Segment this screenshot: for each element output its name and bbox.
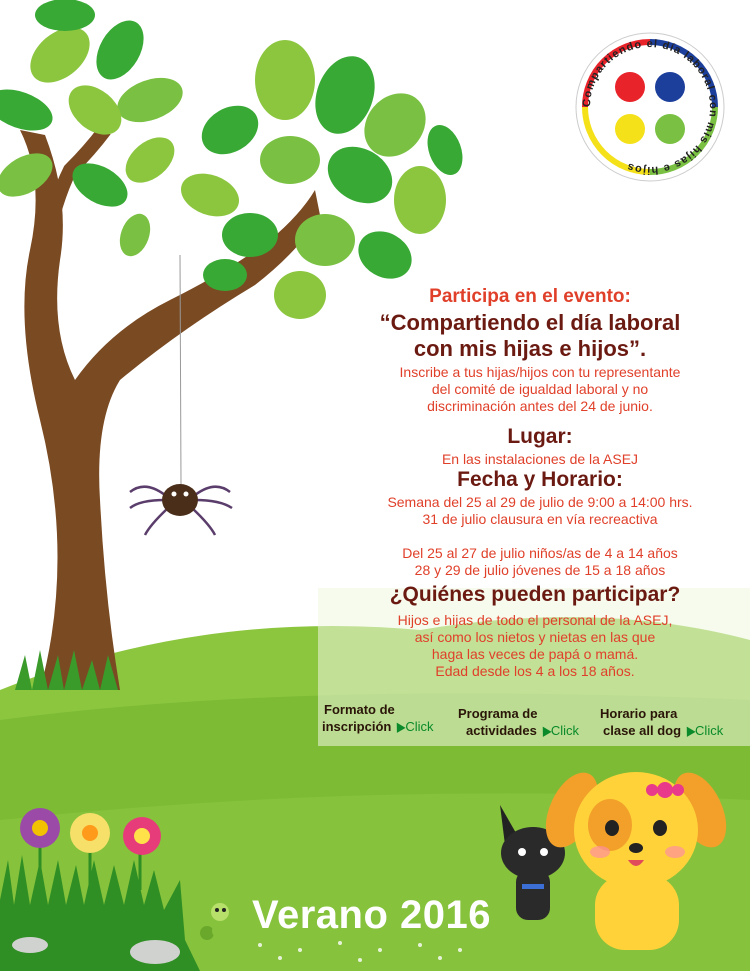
- dog-class-schedule-click[interactable]: Click: [695, 723, 724, 738]
- ages-line2: 28 y 29 de julio jóvenes de 15 a 18 años: [414, 562, 666, 578]
- registration-form-label1: Formato de: [324, 702, 395, 717]
- registration-form-label2: inscripción: [322, 719, 392, 734]
- tree-trunk: [20, 130, 320, 690]
- activities-program-label1: Programa de: [458, 706, 538, 721]
- event-logo: [573, 30, 727, 184]
- register-note: [340, 364, 740, 415]
- flowers: [20, 808, 161, 890]
- register-line1: Inscribe a tus hijas/hijos con tu representante: [399, 364, 681, 380]
- register-line3: discriminación antes del 24 de junio.: [427, 398, 653, 414]
- dog-class-schedule-label1: Horario para: [600, 706, 678, 721]
- participants-text: [330, 612, 740, 680]
- summer-title: Verano 2016: [252, 893, 491, 937]
- logo-blue-dot: [655, 72, 685, 102]
- schedule-line2: 31 de julio clausura en vía recreactiva: [422, 511, 658, 527]
- logo-red-dot: [615, 72, 645, 102]
- participants-line3: haga las veces de papá o mamá.: [431, 646, 639, 662]
- participants-heading: ¿Quiénes pueden participar?: [389, 583, 681, 606]
- event-title-line2: con mis hijas e hijos”.: [413, 336, 647, 361]
- participants-line2: así como los nietos y nietas en las que: [414, 629, 656, 645]
- place-heading: Lugar:: [507, 425, 573, 448]
- logo-green-dot: [655, 114, 685, 144]
- schedule-text: [340, 494, 740, 528]
- event-title: [330, 310, 730, 362]
- dog-class-schedule-label2: clase all dog: [603, 723, 682, 738]
- leaves-right: [175, 40, 469, 319]
- logo-yellow-dot: [615, 114, 645, 144]
- register-line2: del comité de igualdad laboral y no: [431, 381, 649, 397]
- dog-class-schedule-link[interactable]: [600, 705, 723, 739]
- event-title-line1: “Compartiendo el día laboral: [379, 310, 681, 335]
- activities-program-click[interactable]: Click: [550, 723, 579, 738]
- cursor-arrow-icon: [682, 724, 695, 737]
- participants-line1: Hijos e hijas de todo el personal de la ASEJ,: [397, 612, 673, 628]
- activities-program-label2: actividades: [466, 723, 537, 738]
- leaves-left: [0, 0, 189, 260]
- logo-ring-text: Compartiendo el día laboral con mis hijas e hijos: [580, 37, 720, 177]
- schedule-heading: Fecha y Horario:: [457, 468, 623, 491]
- ages-text: [340, 545, 740, 579]
- participants-line4: Edad desde los 4 a los 18 años.: [435, 663, 635, 679]
- event-intro: Participa en el evento:: [429, 286, 631, 307]
- ages-line1: Del 25 al 27 de julio niños/as de 4 a 14 años: [402, 545, 678, 561]
- cursor-arrow-icon: [393, 720, 406, 733]
- place-text: En las instalaciones de la ASEJ: [441, 451, 639, 467]
- registration-form-link[interactable]: [322, 701, 434, 735]
- schedule-line1: Semana del 25 al 29 de julio de 9:00 a 14:00 hrs.: [387, 494, 693, 510]
- registration-form-click[interactable]: Click: [405, 719, 434, 734]
- cursor-arrow-icon: [538, 724, 551, 737]
- activities-program-link[interactable]: [458, 705, 579, 739]
